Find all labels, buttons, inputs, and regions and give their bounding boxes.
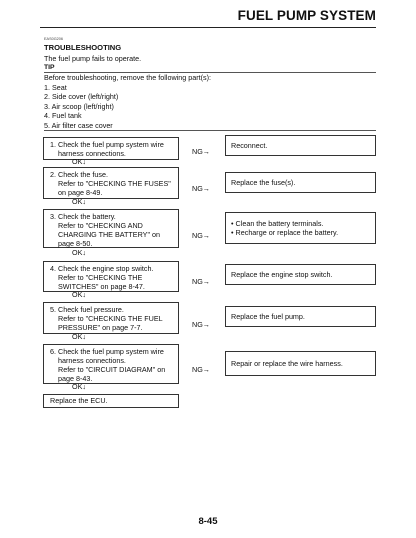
- step-number: 1.: [50, 140, 56, 149]
- title-divider: [40, 27, 376, 28]
- step-6-box: [43, 344, 179, 384]
- result-text: Replace the fuel pump.: [231, 312, 305, 321]
- ok-label: OK↓: [72, 248, 86, 257]
- list-item: 2. Side cover (left/right): [44, 92, 119, 102]
- step-text: Check the fuse. Refer to "CHECKING THE FUSES" on page 8-49.: [58, 170, 171, 197]
- step-number: 6.: [50, 347, 56, 356]
- ok-label: OK↓: [72, 382, 86, 391]
- ng-label: NG→: [192, 365, 210, 374]
- result-text: Reconnect.: [231, 141, 268, 150]
- ok-label: OK↓: [72, 290, 86, 299]
- final-action-box: [43, 394, 179, 408]
- result-text: Replace the engine stop switch.: [231, 270, 333, 279]
- step-number: 3.: [50, 212, 56, 221]
- ok-label: OK↓: [72, 197, 86, 206]
- step-2-result: [225, 172, 376, 193]
- result-text: Replace the fuse(s).: [231, 178, 296, 187]
- step-3-result: [225, 212, 376, 244]
- result-item: • Clean the battery terminals.: [231, 219, 370, 228]
- list-item: 5. Air filter case cover: [44, 120, 113, 130]
- step-5-box: [43, 302, 179, 334]
- step-2-box: [43, 167, 179, 199]
- step-1-box: [43, 137, 179, 160]
- section-title: TROUBLESHOOTING: [44, 43, 122, 52]
- step-text: Check the fuel pump system wire harness connections. Refer to "CIRCUIT DIAGRAM" on page 8-43.: [58, 347, 166, 383]
- list-item: 3. Air scoop (left/right): [44, 101, 114, 111]
- step-1-result: [225, 135, 376, 156]
- result-list: [231, 219, 370, 237]
- step-3-box: [43, 209, 179, 248]
- page-title: FUEL PUMP SYSTEM: [237, 8, 376, 23]
- section-code: EAS0G206: [44, 37, 63, 41]
- step-number: 5.: [50, 305, 56, 314]
- ng-label: NG→: [192, 147, 210, 156]
- ng-label: NG→: [192, 231, 210, 240]
- step-4-result: [225, 264, 376, 285]
- step-text: Check the engine stop switch. Refer to "CHECKING THE SWITCHES" on page 8-47.: [58, 264, 154, 291]
- ok-label: OK↓: [72, 332, 86, 341]
- step-6-result: [225, 351, 376, 376]
- final-action-text: Replace the ECU.: [50, 396, 108, 405]
- step-text: Check the battery. Refer to "CHECKING AND CHARGING THE BATTERY" on page 8-50.: [58, 212, 160, 248]
- step-text: Check fuel pressure. Refer to "CHECKING THE FUEL PRESSURE" on page 7-7.: [58, 305, 163, 332]
- tip-divider-bottom: [44, 130, 376, 131]
- page-number: 8-45: [198, 516, 218, 527]
- result-item: • Recharge or replace the battery.: [231, 228, 370, 237]
- tip-text: Before troubleshooting, remove the following part(s):: [44, 73, 211, 82]
- step-number: 2.: [50, 170, 56, 179]
- ng-label: NG→: [192, 277, 210, 286]
- step-5-result: [225, 306, 376, 327]
- result-text: Repair or replace the wire harness.: [231, 359, 343, 368]
- ng-label: NG→: [192, 320, 210, 329]
- list-item: 1. Seat: [44, 83, 67, 92]
- step-number: 4.: [50, 264, 56, 273]
- ok-label: OK↓: [72, 157, 86, 166]
- parts-list: [44, 83, 118, 130]
- section-intro: The fuel pump fails to operate.: [44, 54, 142, 63]
- list-item: 4. Fuel tank: [44, 111, 82, 121]
- step-4-box: [43, 261, 179, 292]
- tip-label: TIP: [44, 64, 55, 71]
- step-text: Check the fuel pump system wire harness connections.: [58, 140, 164, 158]
- ng-label: NG→: [192, 184, 210, 193]
